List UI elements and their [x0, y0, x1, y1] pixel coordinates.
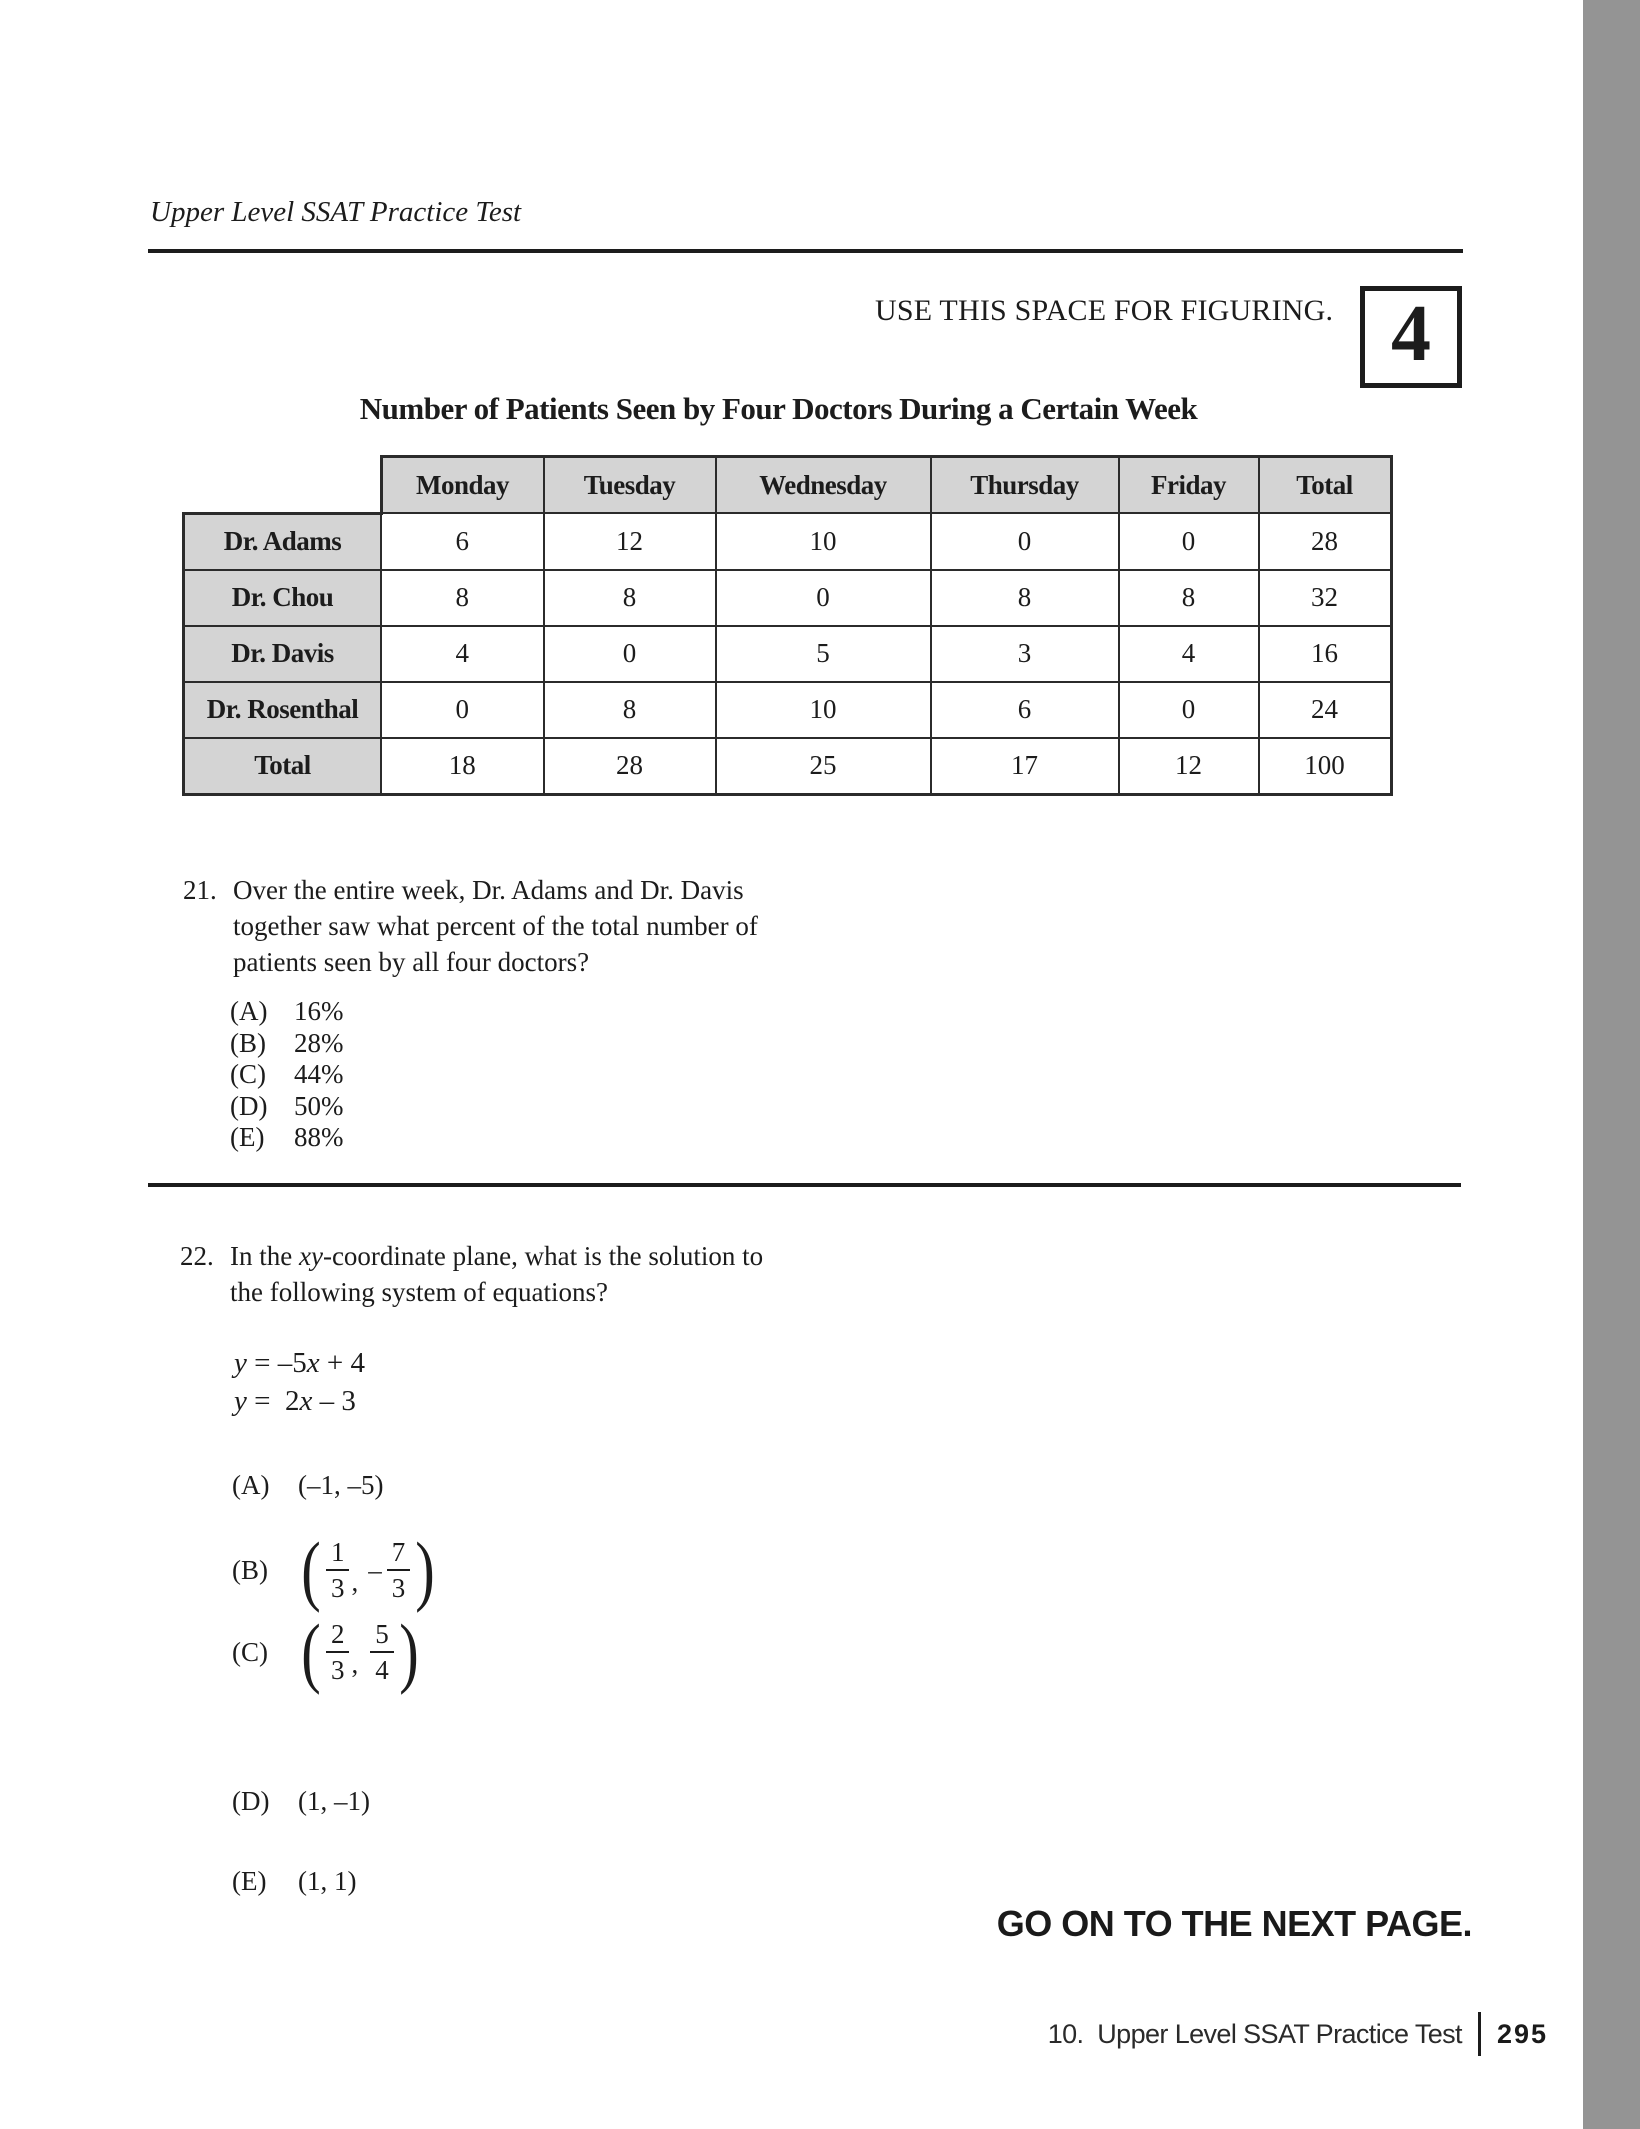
table-header-row	[184, 457, 1392, 514]
header-rule	[148, 249, 1463, 253]
section-number: 4	[1391, 290, 1431, 378]
table-cell: 17	[931, 738, 1119, 795]
table-cell: 16	[1259, 626, 1392, 682]
table-row	[184, 513, 1392, 570]
fraction: $\frac{5}{4}$	[370, 1619, 394, 1685]
q22-choice-d: (D) (1, –1)	[232, 1786, 370, 1816]
choice-d: (D) 50%	[230, 1090, 344, 1121]
table-cell: 32	[1259, 570, 1392, 626]
row-label: Total	[184, 738, 382, 795]
row-label: Dr. Davis	[184, 626, 382, 682]
table-cell: 0	[381, 682, 544, 738]
q22-choice-a: (A) (–1, –5)	[232, 1470, 384, 1500]
table-cell: 24	[1259, 682, 1392, 738]
table-cell: 10	[716, 682, 931, 738]
table-row-total	[184, 738, 1392, 795]
row-label: Dr. Adams	[184, 513, 382, 570]
choice-e: (E) 88%	[230, 1122, 344, 1152]
footer-divider-bar	[1478, 2012, 1481, 2056]
fraction: $\frac{2}{3}$	[326, 1619, 350, 1685]
question-21	[183, 872, 758, 980]
table-cell: 0	[544, 626, 716, 682]
question-21-choices	[230, 996, 344, 1154]
table-cell: 18	[381, 738, 544, 795]
choice-c: (C) 44%	[230, 1059, 344, 1089]
table-row	[184, 570, 1392, 626]
table-cell: 0	[931, 513, 1119, 570]
column-header-wednesday: Wednesday	[716, 457, 931, 514]
running-head: Upper Level SSAT Practice Test	[150, 196, 522, 228]
table-cell: 8	[1119, 570, 1259, 626]
empty-corner-cell	[184, 457, 382, 514]
patients-table-title: Number of Patients Seen by Four Doctors During a Certain Week	[359, 391, 1198, 426]
table-cell: 8	[544, 682, 716, 738]
question-21-text: Over the entire week, Dr. Adams and Dr. Davis together saw what percent of the total number of patients seen by all four doctors?	[233, 875, 758, 977]
question-22-number: 22.	[180, 1241, 214, 1271]
q22-choice-e: (E) (1, 1)	[232, 1866, 357, 1896]
column-header-total: Total	[1259, 457, 1392, 514]
q22-choice-b: (B) ( $\frac{1}{3}$ , – $\frac{7}{3}$ )	[232, 1526, 435, 1613]
minus-sign: –	[368, 1554, 382, 1585]
row-label: Dr. Rosenthal	[184, 682, 382, 738]
q22-choice-c: (C) ( $\frac{2}{3}$ , $\frac{5}{4}$ )	[232, 1608, 419, 1695]
fraction: $\frac{1}{3}$	[326, 1537, 350, 1603]
page-footer	[1048, 2012, 1548, 2056]
system-of-equations	[234, 1344, 365, 1420]
table-cell: 0	[1119, 682, 1259, 738]
table-cell: 12	[1119, 738, 1259, 795]
question-22-text: In the xy-coordinate plane, what is the solution to the following system of equations?	[230, 1241, 764, 1307]
question-22	[180, 1238, 763, 1310]
question-divider-rule	[148, 1183, 1461, 1187]
fraction: $\frac{7}{3}$	[387, 1537, 411, 1603]
table-cell: 8	[381, 570, 544, 626]
table-cell: 6	[931, 682, 1119, 738]
column-header-thursday: Thursday	[931, 457, 1119, 514]
column-header-monday: Monday	[381, 457, 544, 514]
table-row	[184, 626, 1392, 682]
table-cell: 0	[1119, 513, 1259, 570]
table-cell: 0	[716, 570, 931, 626]
footer-chapter-title: 10. Upper Level SSAT Practice Test	[1047, 2018, 1462, 2049]
table-cell: 4	[1119, 626, 1259, 682]
table-row	[184, 682, 1392, 738]
equation-1: y = –5x + 4	[234, 1347, 365, 1379]
table-cell: 3	[931, 626, 1119, 682]
figuring-note: USE THIS SPACE FOR FIGURING.	[875, 294, 1334, 327]
table-cell: 6	[381, 513, 544, 570]
table-cell: 28	[544, 738, 716, 795]
table-cell: 28	[1259, 513, 1392, 570]
section-number-box	[1360, 286, 1462, 388]
choice-a: (A) 16%	[230, 996, 344, 1026]
equation-2: y = 2x – 3	[234, 1385, 356, 1417]
column-header-friday: Friday	[1119, 457, 1259, 514]
page-edge-strip	[1583, 0, 1640, 2129]
question-21-number: 21.	[183, 875, 217, 905]
go-on-text: GO ON TO THE NEXT PAGE.	[996, 1903, 1472, 1944]
table-cell: 12	[544, 513, 716, 570]
column-header-tuesday: Tuesday	[544, 457, 716, 514]
table-cell: 25	[716, 738, 931, 795]
page-number: 295	[1496, 2018, 1548, 2049]
table-cell: 10	[716, 513, 931, 570]
table-cell: 5	[716, 626, 931, 682]
table-cell: 8	[931, 570, 1119, 626]
row-label: Dr. Chou	[184, 570, 382, 626]
table-cell: 4	[381, 626, 544, 682]
choice-b: (B) 28%	[230, 1027, 344, 1058]
table-cell: 100	[1259, 738, 1392, 795]
patients-table	[182, 455, 1393, 796]
table-cell: 8	[544, 570, 716, 626]
